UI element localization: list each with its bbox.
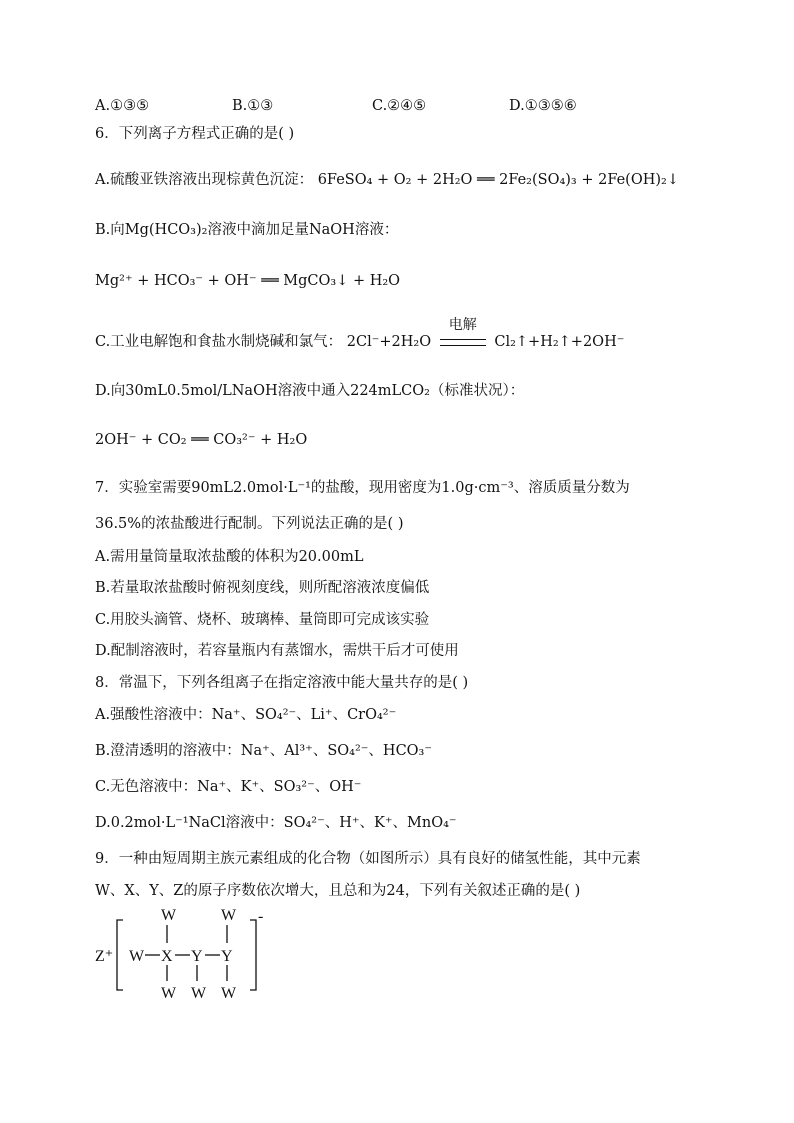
q9-stem-line1: 9．一种由短周期主族元素组成的化合物（如图所示）具有良好的储氢性能，其中元素: [95, 851, 641, 867]
q8-option-c: C.无色溶液中：Na⁺、K⁺、SO₃²⁻、OH⁻: [95, 779, 362, 795]
q6-option-d-equation: 2OH⁻ + CO₂ ══ CO₃²⁻ + H₂O: [95, 432, 308, 448]
q5-option-a: A.①③⑤: [95, 98, 150, 114]
atom-w-left: W: [129, 948, 145, 965]
q6-option-c-eq-right: Cl₂↑+H₂↑+2OH⁻: [494, 334, 625, 350]
q6-option-c-condition: 电解: [448, 317, 477, 333]
q6-option-d-label: D.向30mL0.5mol/LNaOH溶液中通入224mLCO₂（标准状况）：: [95, 383, 525, 399]
q7-stem-line1: 7．实验室需要90mL2.0mol·L⁻¹的盐酸，现用密度为1.0g·cm⁻³、溶质质量分数为: [95, 480, 630, 496]
q8-option-a: A.强酸性溶液中：Na⁺、SO₄²⁻、Li⁺、CrO₄²⁻: [95, 707, 397, 723]
atom-w-y1-bottom: W: [191, 985, 207, 1000]
equals-arrow-icon: [440, 339, 486, 346]
left-bracket: [117, 920, 123, 990]
q6-option-c: [95, 317, 625, 352]
anion-charge: -: [258, 908, 264, 925]
q6-option-b-label: B.向Mg(HCO₃)₂溶液中滴加足量NaOH溶液：: [95, 222, 399, 238]
atom-y1: Y: [191, 948, 203, 965]
q8-option-b: B.澄清透明的溶液中：Na⁺、Al³⁺、SO₄²⁻、HCO₃⁻: [95, 743, 433, 759]
q5-option-c: C.②④⑤: [372, 98, 427, 114]
q7-option-c: C.用胶头滴管、烧杯、玻璃棒、量筒即可完成该实验: [95, 612, 430, 628]
q6-option-c-reaction-arrow: [439, 317, 487, 352]
q7-option-a: A.需用量筒量取浓盐酸的体积为20.00mL: [95, 549, 364, 565]
q6-option-c-eq-left: 2Cl⁻+2H₂O: [346, 334, 432, 350]
atom-y2: Y: [221, 948, 233, 965]
right-bracket: [250, 920, 256, 990]
atom-w-y2-bottom: W: [221, 985, 237, 1000]
atom-w-y2-top: W: [221, 907, 237, 924]
q5-option-d: D.①③⑤⑥: [509, 98, 577, 114]
q6-option-a-equation: 6FeSO₄ + O₂ + 2H₂O ══ 2Fe₂(SO₄)₃ + 2Fe(OH)₂↓: [317, 172, 679, 188]
q8-option-d: D.0.2mol·L⁻¹NaCl溶液中：SO₄²⁻、H⁺、K⁺、MnO₄⁻: [95, 815, 457, 831]
q9-stem-line2: W、X、Y、Z的原子序数依次增大，且总和为24，下列有关叙述正确的是( ): [95, 883, 581, 899]
atom-x: X: [161, 948, 173, 965]
q6-option-c-label: C.工业电解饱和食盐水制烧碱和氯气：: [95, 334, 343, 350]
atom-w-x-bottom: W: [161, 985, 177, 1000]
cation-z: Z⁺: [95, 948, 114, 965]
q5-option-b: B.①③: [232, 98, 274, 114]
q6-option-b-equation: Mg²⁺ + HCO₃⁻ + OH⁻ ══ MgCO₃↓ + H₂O: [95, 273, 401, 289]
q6-option-a-label: A.硫酸亚铁溶液出现棕黄色沉淀：: [95, 172, 314, 188]
q7-option-d: D.配制溶液时，若容量瓶内有蒸馏水，需烘干后才可使用: [95, 643, 459, 659]
q6-option-a: [95, 170, 679, 190]
q7-stem-line2: 36.5%的浓盐酸进行配制。下列说法正确的是( ): [95, 516, 404, 532]
q8-stem: 8．常温下，下列各组离子在指定溶液中能大量共存的是( ): [95, 675, 469, 691]
atom-w-x-top: W: [161, 907, 177, 924]
compound-structure-diagram: [95, 905, 275, 1000]
q6-stem: 6．下列离子方程式正确的是( ): [95, 126, 295, 142]
q7-option-b: B.若量取浓盐酸时俯视刻度线，则所配溶液浓度偏低: [95, 580, 430, 596]
